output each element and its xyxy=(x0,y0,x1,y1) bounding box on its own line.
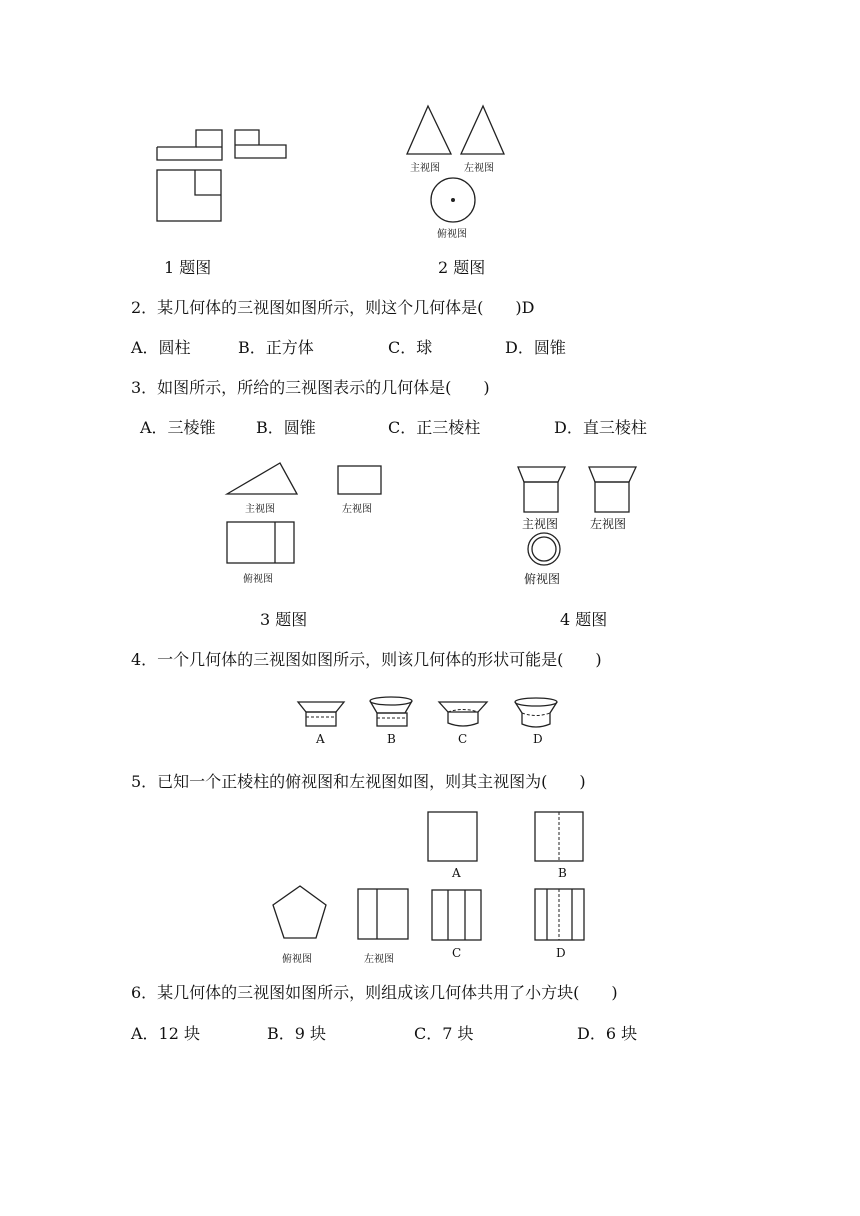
fig1-caption: 1 题图 xyxy=(164,258,212,277)
q6-option-b[interactable]: B．9 块 xyxy=(267,1024,327,1043)
fig2-left-view-label: 左视图 xyxy=(464,163,494,174)
fig3-caption: 3 题图 xyxy=(260,610,308,629)
fig2-caption: 2 题图 xyxy=(438,258,486,277)
q5-stem: 5．已知一个正棱柱的俯视图和左视图如图，则其主视图为( ) xyxy=(131,772,586,791)
fig4-left-view-label: 左视图 xyxy=(590,517,627,531)
q6-stem: 6．某几何体的三视图如图所示，则组成该几何体共用了小方块( ) xyxy=(131,983,618,1002)
q2-stem: 2．某几何体的三视图如图所示，则这个几何体是( )D xyxy=(131,298,535,317)
q2-option-d[interactable]: D．圆锥 xyxy=(505,338,566,357)
q4-stem: 4．一个几何体的三视图如图所示，则该几何体的形状可能是( ) xyxy=(131,650,602,669)
fig2-front-view-label: 主视图 xyxy=(410,163,440,174)
q6-option-a[interactable]: A．12 块 xyxy=(131,1024,201,1043)
q3-option-d[interactable]: D．直三棱柱 xyxy=(554,418,647,437)
q3-option-c[interactable]: C．正三棱柱 xyxy=(388,418,481,437)
fig3-front-view-label: 主视图 xyxy=(245,504,275,515)
q5-option-b-label[interactable]: B xyxy=(558,866,567,880)
q5-top-view-label: 俯视图 xyxy=(282,954,312,965)
q3-stem: 3．如图所示，所给的三视图表示的几何体是( ) xyxy=(131,378,490,397)
q2-option-b[interactable]: B．正方体 xyxy=(238,338,314,357)
q5-option-c-label[interactable]: C xyxy=(452,946,462,960)
q5-option-d-label[interactable]: D xyxy=(556,946,566,960)
fig3-top-view-label: 俯视图 xyxy=(243,574,273,585)
q2-option-c[interactable]: C．球 xyxy=(388,338,433,357)
fig2-top-view-label: 俯视图 xyxy=(437,229,467,240)
fig4-top-view-label: 俯视图 xyxy=(524,572,561,586)
q2-option-a[interactable]: A．圆柱 xyxy=(131,338,191,357)
q6-option-c[interactable]: C．7 块 xyxy=(414,1024,474,1043)
q4-option-b-label[interactable]: B xyxy=(387,732,396,746)
q4-option-d-label[interactable]: D xyxy=(533,732,543,746)
fig4-caption: 4 题图 xyxy=(560,610,608,629)
q5-left-view-label: 左视图 xyxy=(364,954,394,965)
fig3-left-view-label: 左视图 xyxy=(342,504,372,515)
q5-option-a-label[interactable]: A xyxy=(452,866,461,880)
fig4-front-view-label: 主视图 xyxy=(522,517,559,531)
q3-option-a[interactable]: A．三棱锥 xyxy=(140,418,216,437)
q3-option-b[interactable]: B．圆锥 xyxy=(256,418,316,437)
q4-option-c-label[interactable]: C xyxy=(458,732,468,746)
q4-option-a-label[interactable]: A xyxy=(316,732,325,746)
q6-option-d[interactable]: D．6 块 xyxy=(577,1024,638,1043)
